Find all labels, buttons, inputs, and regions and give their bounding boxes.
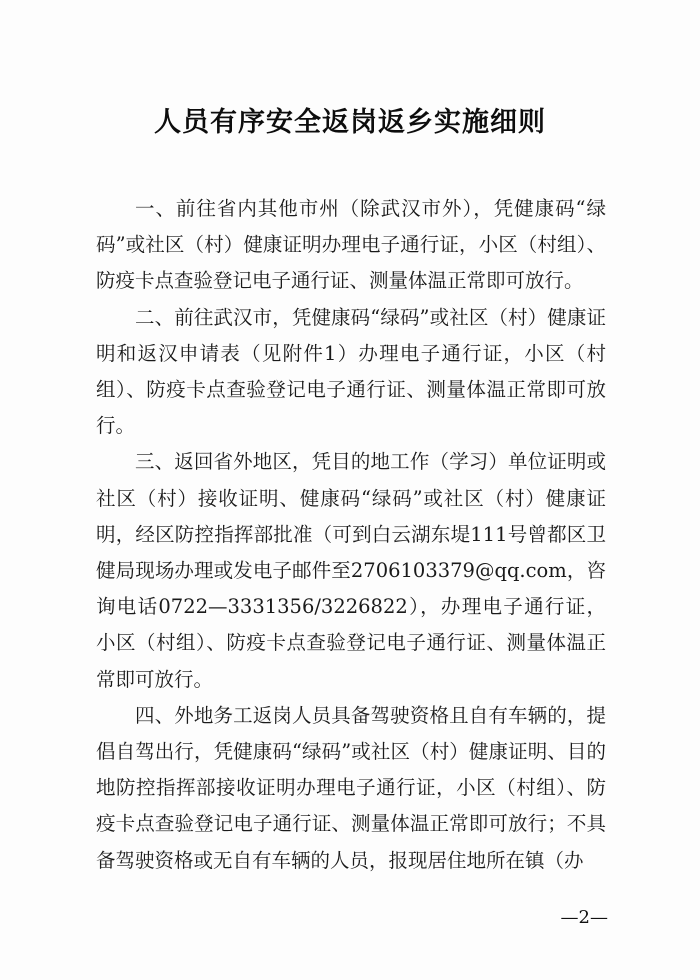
paragraph-1: 一、前往省内其他市州（除武汉市外），凭健康码“绿码”或社区（村）健康证明办理电子通行证，小区（村组）、防疫卡点查验登记电子通行证、测量体温正常即可放行。 <box>96 197 606 293</box>
paragraph-3: 三、返回省外地区，凭目的地工作（学习）单位证明或社区（村）接收证明、健康码“绿码”或社区（村）健康证明，经区防控指挥部批准（可到白云湖东堤111号曾都区卫健局现场办理或发电子邮件至2706103379@qq.com，咨询电话0722—3331356/3226822），办理电子通行证，小区（村组）、防疫卡点查验登记电子通行证、测量体温正常即可放行。 <box>96 450 606 691</box>
paragraph-4: 四、外地务工返岗人员具备驾驶资格且自有车辆的，提倡自驾出行，凭健康码“绿码”或社区（村）健康证明、目的地防控指挥部接收证明办理电子通行证，小区（村组）、防疫卡点查验登记电子通行证、测量体温正常即可放行；不具备驾驶资格或无自有车辆的人员，报现居住地所在镇（办 <box>96 703 606 872</box>
page-number: —2— <box>560 907 608 928</box>
paragraph-2: 二、前往武汉市，凭健康码“绿码”或社区（村）健康证明和返汉申请表（见附件1）办理电子通行证，小区（村组）、防疫卡点查验登记电子通行证、测量体温正常即可放行。 <box>96 305 606 438</box>
document-body <box>96 191 606 879</box>
document-title: 人员有序安全返岗返乡实施细则 <box>154 107 546 138</box>
